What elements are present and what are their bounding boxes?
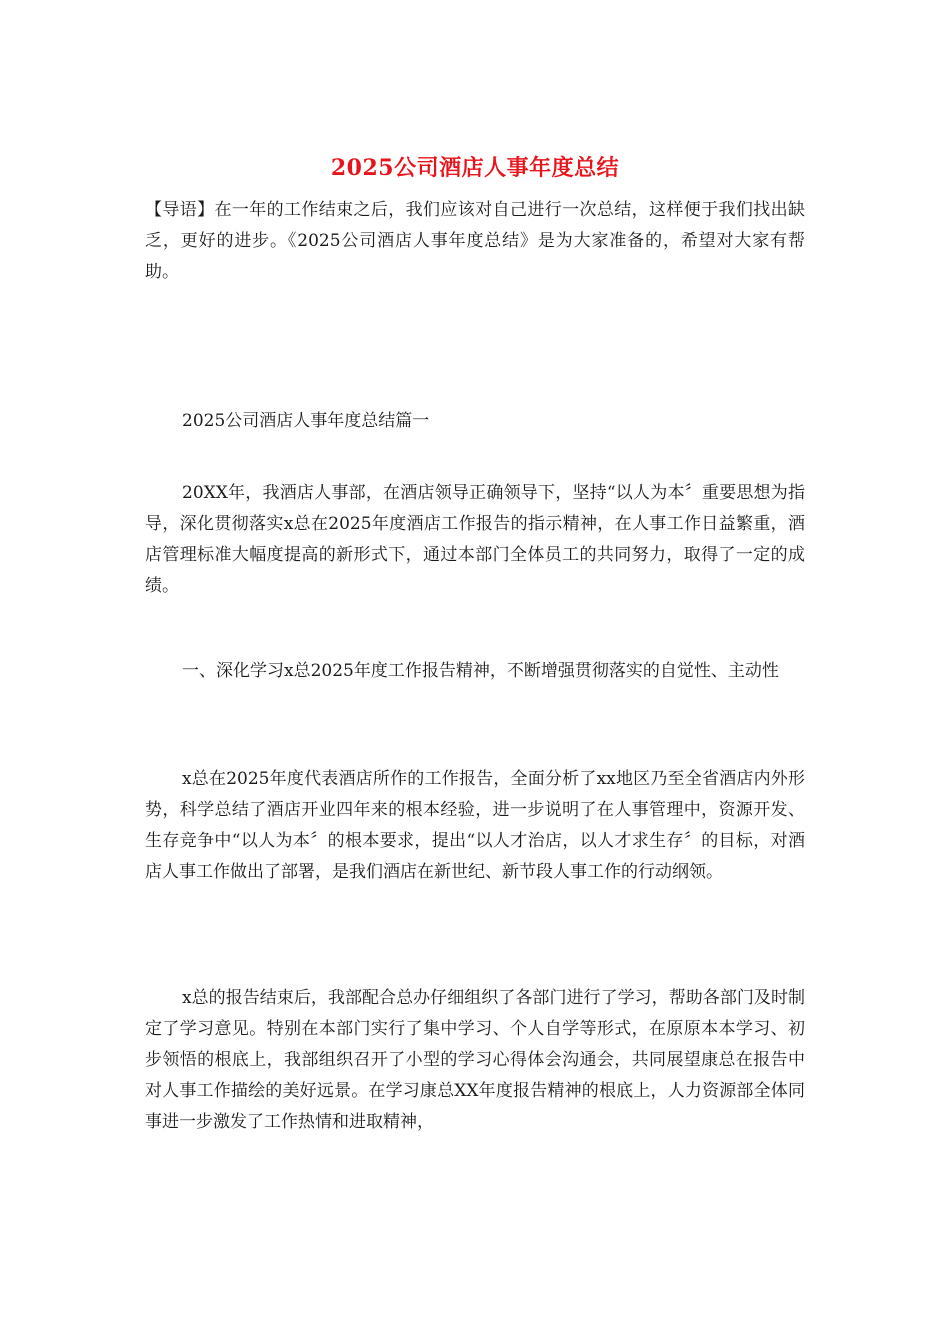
body-paragraph: x总的报告结束后，我部配合总办仔细组织了各部门进行了学习，帮助各部门及时制定了学习意见。特别在本部门实行了集中学习、个人自学等形式，在原原本本学习、初步领悟的根底上，我部组织召开了小型的学习心得体会沟通会，共同展望康总在报告中对人事工作描绘的美好远景。在学习康总XX年度报告精神的根底上，人力资源部全体同事进一步激发了工作热情和进取精神， <box>145 988 805 1132</box>
body-paragraph: 20XX年，我酒店人事部，在酒店领导正确领导下，坚持“以人为本〞重要思想为指导，深化贯彻落实x总在2025年度酒店工作报告的指示精神，在人事工作日益繁重，酒店管理标准大幅度提高的新形式下，通过本部门全体员工的共同努力，取得了一定的成绩。 <box>145 483 805 596</box>
subsection-heading: 一、深化学习x总2025年度工作报告精神，不断增强贯彻落实的自觉性、主动性 <box>182 661 779 681</box>
body-paragraph: x总在2025年度代表酒店所作的工作报告，全面分析了xx地区乃至全省酒店内外形势，科学总结了酒店开业四年来的根本经验，进一步说明了在人事管理中，资源开发、生存竞争中“以人为本〞的根本要求，提出“以人才治店，以人才求生存〞的目标，对酒店人事工作做出了部署，是我们酒店在新世纪、新节段人事工作的行动纲领。 <box>145 769 805 882</box>
document-title: 2025公司酒店人事年度总结 <box>330 155 620 181</box>
intro-paragraph: 【导语】在一年的工作结束之后，我们应该对自己进行一次总结，这样便于我们找出缺乏，更好的进步。《2025公司酒店人事年度总结》是为大家准备的，希望对大家有帮助。 <box>145 200 805 282</box>
section-heading: 2025公司酒店人事年度总结篇一 <box>182 411 430 431</box>
